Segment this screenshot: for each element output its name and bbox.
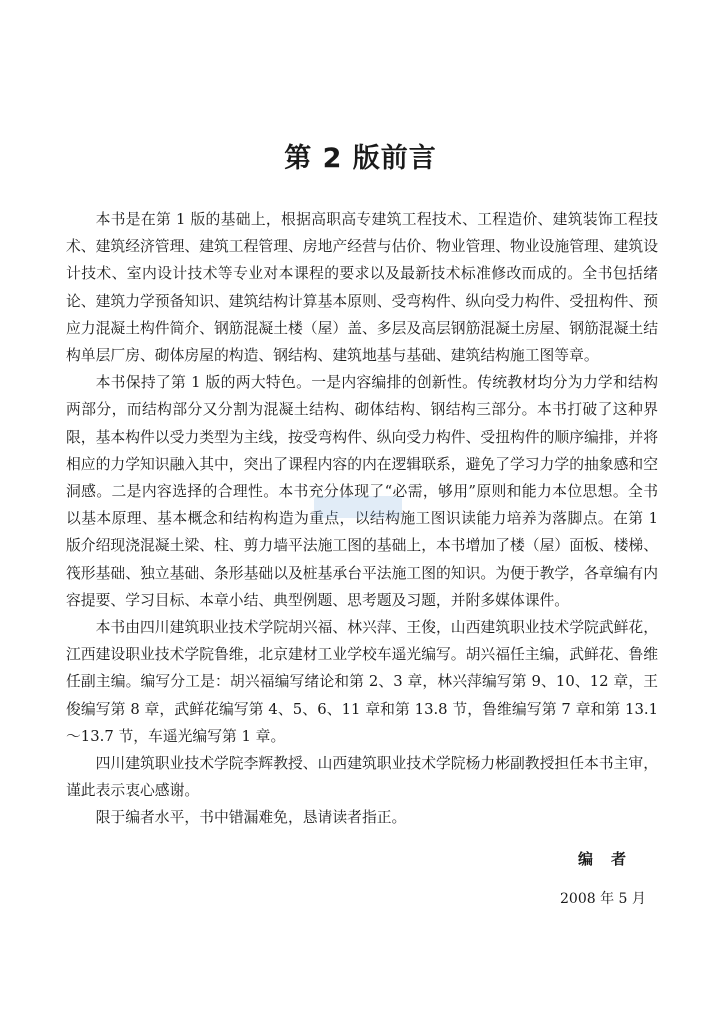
paragraph-5: 限于编者水平，书中错漏难免，恳请读者指正。 [95, 809, 407, 827]
paragraph-3: 本书由四川建筑职业技术学院胡兴福、林兴萍、王俊，山西建筑职业技术学院武鲜花，江西建设职业技术学院鲁维，北京建材工业学校车遥光编写。胡兴福任主编，武鲜花、鲁维任副主编。编写分工是：胡兴福编写绪论和第 2、3 章，林兴萍编写第 9、10、12 章，王俊编写第 8 章，武鲜花编写第 4、5、6、11 章和第 13.8 节，鲁维编写第 7 章和第 13.1～13.7 节，车遥光编写第 1 章。 [66, 619, 658, 745]
author-signature: 编者 [578, 850, 645, 868]
paragraph-4: 四川建筑职业技术学院李辉教授、山西建筑职业技术学院杨力彬副教授担任本书主审，谨此表示衷心感谢。 [66, 755, 658, 800]
page-title: 第 2 版前言 [284, 143, 437, 174]
paragraph-2: 本书保持了第 1 版的两大特色。一是内容编排的创新性。传统教材均分为力学和结构两部分，而结构部分又分割为混凝土结构、砌体结构、钢结构三部分。本书打破了这种界限，基本构件以受力类型为主线，按受弯构件、纵向受力构件、受扭构件的顺序编排，并将相应的力学知识融入其中，突出了课程内容的内在逻辑联系，避免了学习力学的抽象感和空洞感。二是内容选择的合理性。本书充分体现了“必需，够用”原则和能力本位思想。全书以基本原理、基本概念和结构构造为重点，以结构施工图识读能力培养为落脚点。在第 1 版介绍现浇混凝土梁、柱、剪力墙平法施工图的基础上，本书增加了楼（屋）面板、楼梯、筏形基础、独立基础、条形基础以及桩基承台平法施工图的知识。为便于教学，各章编有内容提要、学习目标、本章小结、典型例题、思考题及习题，并附多媒体课件。 [66, 374, 658, 609]
preface-body [66, 206, 658, 832]
scan-watermark [314, 496, 402, 518]
preface-date: 2008 年 5 月 [560, 891, 646, 907]
paragraph-1: 本书是在第 1 版的基础上，根据高职高专建筑工程技术、工程造价、建筑装饰工程技术、建筑经济管理、建筑工程管理、房地产经营与估价、物业管理、物业设施管理、建筑设计技术、室内设计技术等专业对本课程的要求以及最新技术标准修改而成的。全书包括绪论、建筑力学预备知识、建筑结构计算基本原则、受弯构件、纵向受力构件、受扭构件、预应力混凝土构件简介、钢筋混凝土楼（屋）盖、多层及高层钢筋混凝土房屋、钢筋混凝土结构单层厂房、砌体房屋的构造、钢结构、建筑地基与基础、建筑结构施工图等章。 [66, 211, 658, 365]
